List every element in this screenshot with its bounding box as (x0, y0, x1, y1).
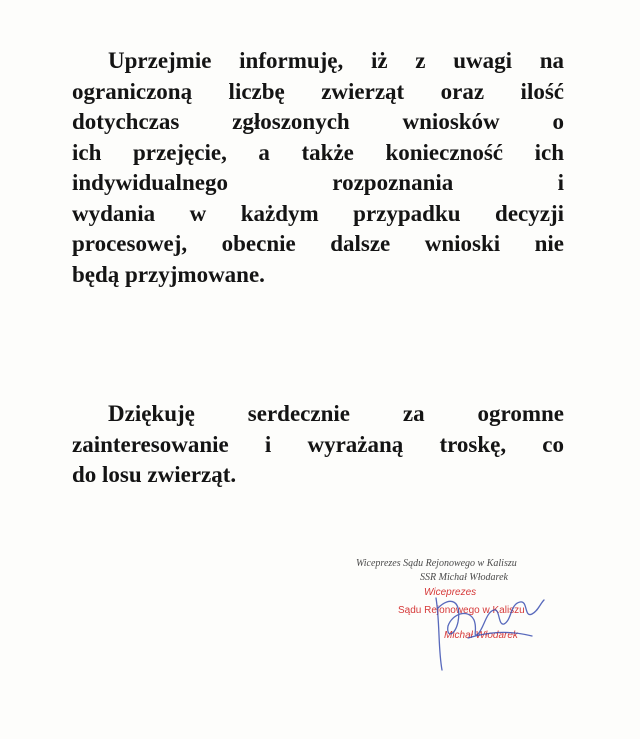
stamp-court: Sądu Rejonowego w Kaliszu (398, 605, 525, 616)
text-line: do losu zwierząt. (72, 462, 237, 487)
paragraph-thanks (72, 399, 564, 491)
signatory-title: Wiceprezes Sądu Rejonowego w Kaliszu (356, 558, 517, 569)
text-line: zainteresowanie i wyrażaną troskę, co (72, 431, 564, 457)
text-line: wydania w każdym przypadku decyzji (72, 200, 564, 226)
text-line: Dziękuję serdecznie za ogromne (108, 401, 564, 426)
text-line: ich przejęcie, a także konieczność ich (72, 139, 564, 165)
text-line: indywidualnego rozpoznania i (72, 170, 564, 195)
text-line: procesowej, obecnie dalsze wnioski nie (72, 231, 564, 256)
stamp-title: Wiceprezes (424, 587, 477, 598)
handwritten-signature (428, 578, 548, 678)
text-line: ograniczoną liczbę zwierząt oraz ilość (72, 78, 564, 104)
text-line: będą przyjmowane. (72, 261, 265, 287)
signature-block (340, 558, 600, 678)
paragraph-information (72, 46, 564, 290)
stamp-name: Michał Włodarek (444, 630, 518, 641)
text-line: dotychczas zgłoszonych wniosków o (72, 109, 564, 134)
text-line: Uprzejmie informuję, iż z uwagi na (108, 48, 564, 73)
signatory-name: SSR Michał Włodarek (420, 572, 508, 583)
